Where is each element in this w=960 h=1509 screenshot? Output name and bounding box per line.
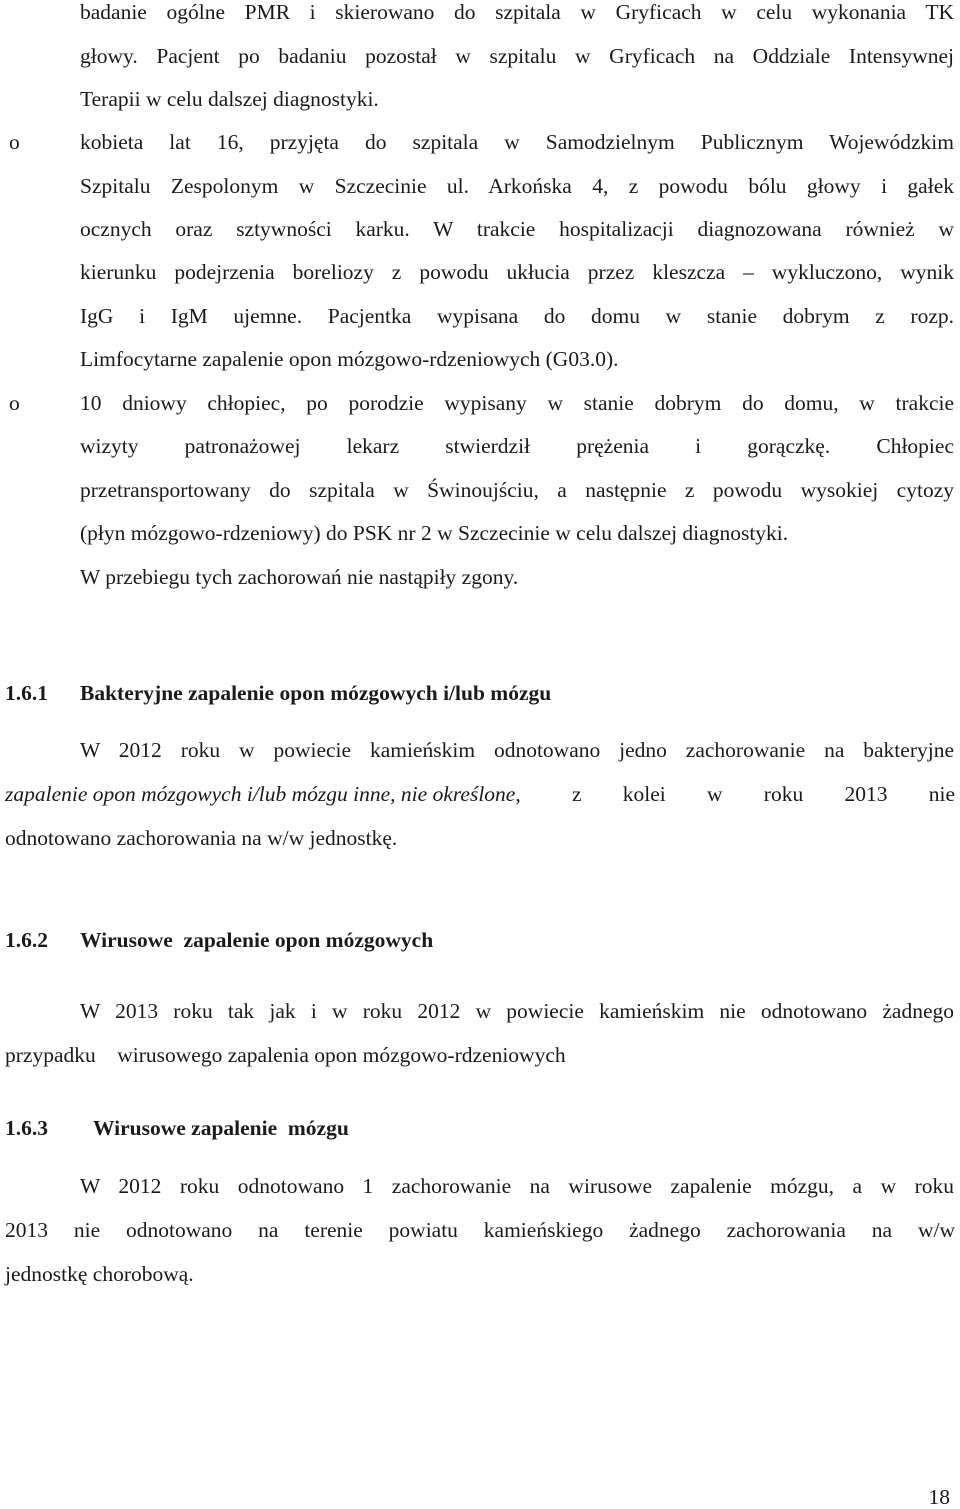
page-number: 18 — [928, 1485, 950, 1509]
text-line: (płyn mózgowo-rdzeniowy) do PSK nr 2 w Szczecinie w celu dalszej diagnostyki. — [80, 521, 789, 545]
text-line: przetransportowany do szpitala w Świnoujściu, a następnie z powodu wysokiej cytozy — [80, 478, 954, 502]
text-line: ocznych oraz sztywności karku. W trakcie hospitalizacji diagnozowana również w — [80, 217, 954, 241]
paragraph-line — [5, 784, 955, 806]
section-number: 1.6.2 — [5, 928, 48, 952]
list-bullet: o — [9, 130, 20, 154]
list-bullet: o — [9, 391, 20, 415]
paragraph-line: przypadku wirusowego zapalenia opon mózgowo-rdzeniowych — [5, 1043, 566, 1067]
paragraph-line: odnotowano zachorowania na w/w jednostkę. — [5, 826, 398, 850]
section-number: 1.6.3 — [5, 1116, 48, 1140]
text-line: kobieta lat 16, przyjęta do szpitala w Samodzielnym Publicznym Wojewódzkim — [80, 130, 954, 154]
text-line: wizyty patronażowej lekarz stwierdził prężenia i gorączkę. Chłopiec — [80, 434, 954, 458]
text-line: IgG i IgM ujemne. Pacjentka wypisana do domu w stanie dobrym z rozp. — [80, 304, 954, 328]
text-line: badanie ogólne PMR i skierowano do szpitala w Gryficach w celu wykonania TK — [80, 0, 954, 24]
paragraph-line: W 2013 roku tak jak i w roku 2012 w powiecie kamieńskim nie odnotowano żadnego — [80, 999, 954, 1023]
section-title: Wirusowe zapalenie opon mózgowych — [80, 928, 434, 952]
text-line: Szpitalu Zespolonym w Szczecinie ul. Arkońska 4, z powodu bólu głowy i gałek — [80, 174, 954, 198]
italic-phrase: zapalenie opon mózgowych i/lub mózgu inne, nie określone, — [5, 782, 521, 806]
section-title: Bakteryjne zapalenie opon mózgowych i/lub mózgu — [80, 681, 552, 705]
text-line: Terapii w celu dalszej diagnostyki. — [80, 87, 379, 111]
section-number: 1.6.1 — [5, 681, 48, 705]
text-line: 10 dniowy chłopiec, po porodzie wypisany w stanie dobrym do domu, w trakcie — [80, 391, 954, 415]
text-fragment: z kolei w roku 2013 nie — [530, 782, 955, 806]
paragraph-line: jednostkę chorobową. — [5, 1262, 194, 1286]
text-line: Limfocytarne zapalenie opon mózgowo-rdzeniowych (G03.0). — [80, 347, 619, 371]
paragraph-line: 2013 nie odnotowano na terenie powiatu kamieńskiego żadnego zachorowania na w/w — [5, 1218, 955, 1242]
paragraph-line: W 2012 roku odnotowano 1 zachorowanie na wirusowe zapalenie mózgu, a w roku — [80, 1174, 954, 1198]
paragraph-line: W 2012 roku w powiecie kamieńskim odnotowano jedno zachorowanie na bakteryjne — [80, 738, 954, 762]
text-line: W przebiegu tych zachorowań nie nastąpiły zgony. — [80, 565, 519, 589]
text-line: głowy. Pacjent po badaniu pozostał w szpitalu w Gryficach na Oddziale Intensywnej — [80, 44, 954, 68]
text-line: kierunku podejrzenia boreliozy z powodu ukłucia przez kleszcza – wykluczono, wynik — [80, 260, 954, 284]
section-title: Wirusowe zapalenie mózgu — [93, 1116, 349, 1140]
